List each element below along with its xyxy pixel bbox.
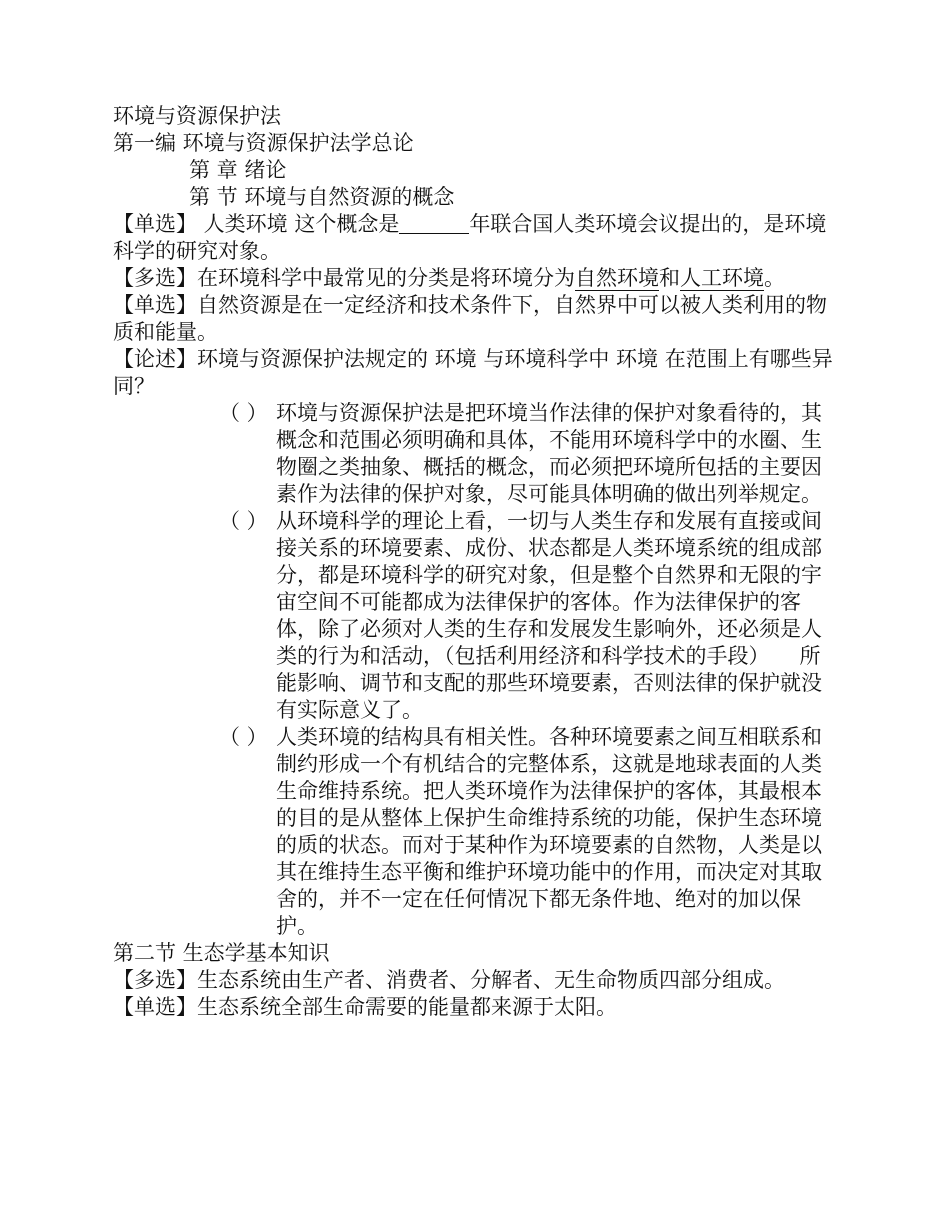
answer-item-2: （ ） 从环境科学的理论上看，一切与人类生存和发展有直接或间接关系的环境要素、成份、状态都是人类环境系统的组成部分，都是环境科学的研究对象，但是整个自然界和无限的宇宙空间不可能都成为法律保护的客体。作为法律保护的客体，除了必须对人类的生存和发展发生影响外，还必须是人类的行为和活动，（包括利用经济和科学技术的手段） 所能影响、调节和支配的那些环境要素，否则法律的保护就没有实际意义了。 xyxy=(219,509,822,722)
part-heading: 第一编 环境与资源保护法学总论 xyxy=(113,131,414,155)
question-tag: 【单选】 xyxy=(113,995,197,1019)
chapter-heading: 第 章 绪论 xyxy=(189,158,287,182)
section-heading-1: 第 节 环境与自然资源的概念 xyxy=(189,185,455,209)
question-single-2: 【单选】自然资源是在一定经济和技术条件下，自然界中可以被人类利用的物质和能量。 xyxy=(113,293,827,344)
underlined-answer: 人工环境 xyxy=(680,266,764,290)
question-essay: 【论述】环境与资源保护法规定的 环境 与环境科学中 环境 在范围上有哪些异同？ xyxy=(113,347,833,398)
question-tag: 【单选】 xyxy=(113,293,197,317)
item-marker: （ ） xyxy=(219,725,268,749)
question-multi-2: 【多选】生态系统由生产者、消费者、分解者、无生命物质四部分组成。 xyxy=(113,968,785,992)
item-marker: （ ） xyxy=(219,401,268,425)
question-multi-1: 【多选】在环境科学中最常见的分类是将环境分为自然环境和人工环境。 xyxy=(113,266,785,290)
question-single-3: 【单选】生态系统全部生命需要的能量都来源于太阳。 xyxy=(113,995,617,1019)
question-tag: 【论述】 xyxy=(113,347,197,371)
answer-item-1: （ ） 环境与资源保护法是把环境当作法律的保护对象看待的，其概念和范围必须明确和具体，不能用环境科学中的水圈、生物圈之类抽象、概括的概念，而必须把环境所包括的主要因素作为法律的保护对象，尽可能具体明确的做出列举规定。 xyxy=(219,401,822,506)
question-tag: 【多选】 xyxy=(113,266,197,290)
question-single-1: 【单选】 人类环境 这个概念是 年联合国人类环境会议提出的，是环境科学的研究对象。 xyxy=(113,212,827,263)
underlined-answer: 自然环境 xyxy=(575,266,659,290)
answer-item-3: （ ） 人类环境的结构具有相关性。各种环境要素之间互相联系和制约形成一个有机结合的完整体系，这就是地球表面的人类生命维持系统。把人类环境作为法律保护的客体，其最根本的目的是从整体上保护生命维持系统的功能，保护生态环境的质的状态。而对于某种作为环境要素的自然物，人类是以其在维持生态平衡和维护环境功能中的作用，而决定对其取舍的，并不一定在任何情况下都无条件地、绝对的加以保护。 xyxy=(219,725,822,938)
section-heading-2: 第二节 生态学基本知识 xyxy=(113,941,330,965)
question-tag: 【多选】 xyxy=(113,968,197,992)
question-tag: 【单选】 xyxy=(113,212,197,236)
document-page xyxy=(113,103,840,1021)
item-marker: （ ） xyxy=(219,509,268,533)
answer-blank xyxy=(399,213,469,234)
doc-title: 环境与资源保护法 xyxy=(113,104,281,128)
